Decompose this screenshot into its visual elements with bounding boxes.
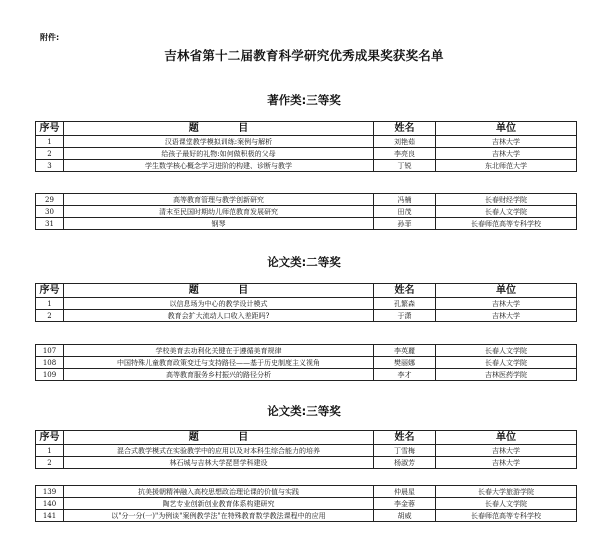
cell-author: 冯楠 [374, 194, 436, 206]
cell-unit: 长春师范高等专科学校 [436, 510, 577, 522]
cell-title: 林石城与吉林大学琵琶学科建设 [64, 457, 374, 469]
col-header-author: 姓名 [374, 284, 436, 298]
cell-no: 1 [36, 445, 64, 457]
table-row [36, 310, 577, 322]
award-table-books-third-cont [35, 193, 577, 230]
cell-author: 李才 [374, 369, 436, 381]
cell-author: 李金蓉 [374, 498, 436, 510]
table-row [36, 194, 577, 206]
cell-no: 140 [36, 498, 64, 510]
cell-no: 1 [36, 136, 64, 148]
attachment-label: 附件: [40, 33, 60, 42]
award-table-papers-second-cont [35, 344, 577, 381]
cell-no: 2 [36, 310, 64, 322]
cell-author: 孔繁森 [374, 298, 436, 310]
cell-author: 李亮良 [374, 148, 436, 160]
table-header-row [36, 431, 577, 445]
cell-unit: 吉林大学 [436, 457, 577, 469]
section-heading-papers-third: 论文类:三等奖 [267, 404, 341, 418]
cell-author: 杨淑芳 [374, 457, 436, 469]
cell-author: 刘艳茹 [374, 136, 436, 148]
document-title: 吉林省第十二届教育科学研究优秀成果奖获奖名单 [164, 48, 444, 63]
table-header-row [36, 122, 577, 136]
cell-title: 教育会扩大流动人口收入差距吗? [64, 310, 374, 322]
cell-author: 丁锐 [374, 160, 436, 172]
cell-no: 108 [36, 357, 64, 369]
col-header-author: 姓名 [374, 122, 436, 136]
cell-unit: 长春人文学院 [436, 345, 577, 357]
cell-unit: 吉林大学 [436, 298, 577, 310]
cell-no: 30 [36, 206, 64, 218]
table-row [36, 369, 577, 381]
cell-no: 1 [36, 298, 64, 310]
cell-unit: 吉林大学 [436, 148, 577, 160]
cell-title: 给孩子最好的礼物:如何做积极的父母 [64, 148, 374, 160]
cell-unit: 长春人文学院 [436, 498, 577, 510]
cell-no: 109 [36, 369, 64, 381]
table-row [36, 160, 577, 172]
cell-unit: 长春大学旅游学院 [436, 486, 577, 498]
award-table-papers-third-cont [35, 485, 577, 522]
table-row [36, 498, 577, 510]
table-row [36, 148, 577, 160]
col-header-unit: 单位 [436, 284, 577, 298]
cell-title: 钢琴 [64, 218, 374, 230]
cell-unit: 吉林医药学院 [436, 369, 577, 381]
col-header-unit: 单位 [436, 122, 577, 136]
cell-unit: 东北师范大学 [436, 160, 577, 172]
table-row [36, 510, 577, 522]
col-header-title: 题 目 [64, 431, 374, 445]
table-header-row [36, 284, 577, 298]
cell-author: 孙菲 [374, 218, 436, 230]
col-header-title: 题 目 [64, 122, 374, 136]
section-heading-papers-second: 论文类:二等奖 [267, 255, 341, 269]
award-table-papers-third [35, 430, 577, 469]
table-row [36, 457, 577, 469]
cell-title: 以信息场为中心的教学设计模式 [64, 298, 374, 310]
cell-author: 李英麗 [374, 345, 436, 357]
col-header-title: 题 目 [64, 284, 374, 298]
cell-no: 139 [36, 486, 64, 498]
table-row [36, 136, 577, 148]
cell-title: 学生数学核心概念学习进阶的构建、诊断与教学 [64, 160, 374, 172]
cell-no: 2 [36, 457, 64, 469]
cell-unit: 长春师范高等专科学校 [436, 218, 577, 230]
cell-title: 汉语课堂教学模拟训练:案例与解析 [64, 136, 374, 148]
cell-title: 以"分一分(一)"为例谈"案例教学法"在特殊教育数学教法课程中的应用 [64, 510, 374, 522]
cell-no: 29 [36, 194, 64, 206]
cell-author: 于潇 [374, 310, 436, 322]
cell-unit: 长春财经学院 [436, 194, 577, 206]
cell-author: 丁雪梅 [374, 445, 436, 457]
cell-title: 高等教育管理与教学创新研究 [64, 194, 374, 206]
cell-no: 141 [36, 510, 64, 522]
cell-unit: 吉林大学 [436, 445, 577, 457]
cell-title: 陶艺专业创新创业教育体系构建研究 [64, 498, 374, 510]
cell-no: 107 [36, 345, 64, 357]
cell-title: 学校美育去功利化关键在于遵循美育规律 [64, 345, 374, 357]
award-table-books-third [35, 121, 577, 172]
cell-author: 仲晨星 [374, 486, 436, 498]
cell-author: 樊丽娜 [374, 357, 436, 369]
cell-title: 清末至民国时期幼儿师范教育发展研究 [64, 206, 374, 218]
cell-no: 3 [36, 160, 64, 172]
table-row [36, 345, 577, 357]
cell-author: 田茂 [374, 206, 436, 218]
col-header-no: 序号 [36, 284, 64, 298]
table-row [36, 298, 577, 310]
col-header-no: 序号 [36, 431, 64, 445]
col-header-unit: 单位 [436, 431, 577, 445]
cell-no: 2 [36, 148, 64, 160]
cell-unit: 长春人文学院 [436, 357, 577, 369]
table-row [36, 357, 577, 369]
cell-title: 高等教育服务乡村振兴的路径分析 [64, 369, 374, 381]
cell-no: 31 [36, 218, 64, 230]
cell-unit: 吉林大学 [436, 310, 577, 322]
col-header-author: 姓名 [374, 431, 436, 445]
table-row [36, 218, 577, 230]
award-table-papers-second [35, 283, 577, 322]
cell-unit: 长春人文学院 [436, 206, 577, 218]
col-header-no: 序号 [36, 122, 64, 136]
section-heading-books-third: 著作类:三等奖 [267, 93, 341, 107]
table-row [36, 445, 577, 457]
cell-unit: 吉林大学 [436, 136, 577, 148]
cell-title: 中国特殊儿童教育政策变迁与支持路径——基于历史制度主义视角 [64, 357, 374, 369]
cell-title: 抗美援朝精神融入高校思想政治理论课的价值与实践 [64, 486, 374, 498]
cell-title: 混合式教学模式在实验教学中的应用以及对本科生综合能力的培养 [64, 445, 374, 457]
cell-author: 胡威 [374, 510, 436, 522]
table-row [36, 206, 577, 218]
table-row [36, 486, 577, 498]
